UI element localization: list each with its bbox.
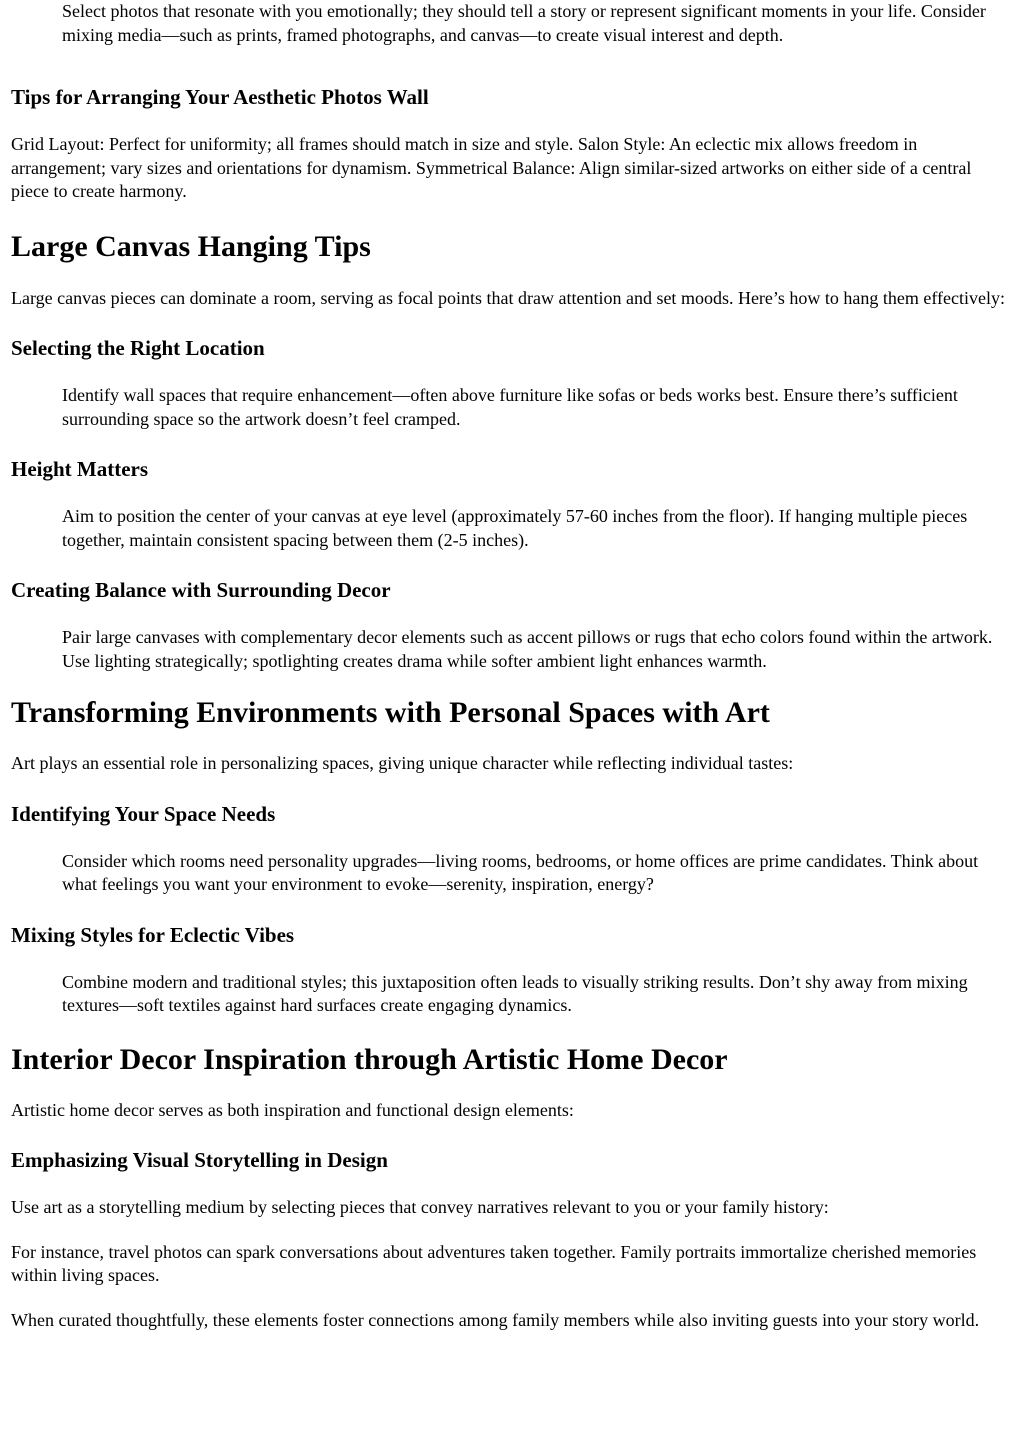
storytelling-paragraph-2: For instance, travel photos can spark conversations about adventures taken together. Family portraits immortalize cherished memories within living spaces. [11,1241,977,1285]
tips-arranging-heading: Tips for Arranging Your Aesthetic Photos Wall [11,85,429,109]
tips-arranging-paragraph: Grid Layout: Perfect for uniformity; all frames should match in size and style. Salon Style: An eclectic mix allows freedom in arrangement; vary sizes and orientations for dynamism. Symmetrical Balance: Align similar-sized artworks on either side of a central piece to create harmony. [11,134,972,201]
location-paragraph: Identify wall spaces that require enhancement—often above furniture like sofas or beds works best. Ensure there’s sufficient surrounding space so the artwork doesn’t feel cramped. [62,385,958,429]
storytelling-paragraph-3: When curated thoughtfully, these elements foster connections among family members while also inviting guests into your story world. [11,1309,980,1330]
needs-paragraph: Consider which rooms need personality upgrades—living rooms, bedrooms, or home offices are prime candidates. Think about what feelings you want your environment to evoke—serenity, inspiration, energy? [62,850,979,894]
large-canvas-intro: Large canvas pieces can dominate a room, serving as focal points that draw attention and set moods. Here’s how to hang them effectively: [11,287,1006,308]
large-canvas-heading: Large Canvas Hanging Tips [11,229,371,263]
intro-paragraph: Select photos that resonate with you emotionally; they should tell a story or represent significant moments in your life. Consider mixing media—such as prints, framed photographs, and canvas—to create visual interest and depth. [62,1,986,45]
storytelling-paragraph-1: Use art as a storytelling medium by selecting pieces that convey narratives relevant to you or your family history: [11,1197,829,1217]
storytelling-heading: Emphasizing Visual Storytelling in Design [11,1148,388,1172]
interior-heading: Interior Decor Inspiration through Artistic Home Decor [11,1042,728,1076]
mixing-heading: Mixing Styles for Eclectic Vibes [11,922,295,947]
location-heading: Selecting the Right Location [11,336,265,360]
transforming-heading: Transforming Environments with Personal Spaces with Art [11,696,770,729]
mixing-paragraph: Combine modern and traditional styles; this juxtaposition often leads to visually striking results. Don’t shy away from mixing textures—soft textiles against hard surfaces create engaging dynamics. [62,971,968,1015]
interior-intro: Artistic home decor serves as both inspiration and functional design elements: [11,1099,574,1120]
height-heading: Height Matters [11,457,149,481]
balance-heading: Creating Balance with Surrounding Decor [11,578,391,602]
height-paragraph: Aim to position the center of your canvas at eye level (approximately 57-60 inches from the floor). If hanging multiple pieces together, maintain consistent spacing between them (2-5 inches). [62,506,968,550]
balance-paragraph: Pair large canvases with complementary decor elements such as accent pillows or rugs that echo colors found within the artwork. Use lighting strategically; spotlighting creates drama while softer ambient light enhances warmth. [62,627,993,671]
needs-heading: Identifying Your Space Needs [11,801,276,826]
transforming-intro: Art plays an essential role in personalizing spaces, giving unique character while reflecting individual tastes: [11,753,794,773]
